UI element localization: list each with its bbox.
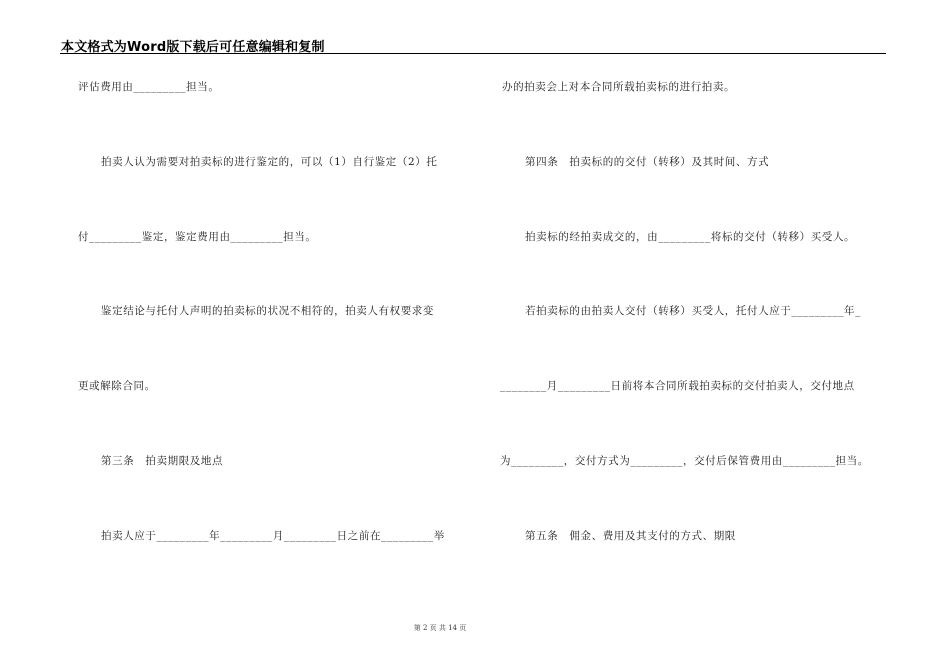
left-line-5: 更或解除合同。: [78, 380, 156, 392]
left-line-6: 第三条 拍卖期限及地点: [101, 455, 224, 467]
right-line-4: 若拍卖标的由拍卖人交付（转移）买受人，托付人应于_________年_: [525, 305, 861, 317]
header-divider: [60, 53, 886, 54]
left-line-4: 鉴定结论与托付人声明的拍卖标的状况不相符的，拍卖人有权要求变: [101, 305, 434, 317]
document-header-title: 本文格式为Word版下载后可任意编辑和复制: [61, 40, 325, 55]
page-number-footer: 第 2 页 共 14 页: [413, 624, 467, 632]
right-line-2: 第四条 拍卖标的的交付（转移）及其时间、方式: [525, 156, 770, 168]
right-line-7: 第五条 佣金、费用及其支付的方式、期限: [525, 530, 736, 542]
left-line-3: 付_________鉴定，鉴定费用由_________担当。: [78, 231, 317, 243]
right-line-6: 为_________，交付方式为_________，交付后保管费用由_________担当。: [500, 455, 869, 467]
left-line-2: 拍卖人认为需要对拍卖标的进行鉴定的，可以（1）自行鉴定（2）托: [101, 156, 438, 168]
right-line-3: 拍卖标的经拍卖成交的，由_________将标的交付（转移）买受人。: [525, 231, 856, 243]
left-line-7: 拍卖人应于_________年_________月_________日之前在_________举: [101, 530, 445, 542]
right-line-1: 办的拍卖会上对本合同所载拍卖标的进行拍卖。: [502, 81, 736, 93]
left-line-1: 评估费用由_________担当。: [78, 81, 220, 93]
right-line-5: ________月_________日前将本合同所载拍卖标的交付拍卖人，交付地点: [500, 380, 855, 392]
